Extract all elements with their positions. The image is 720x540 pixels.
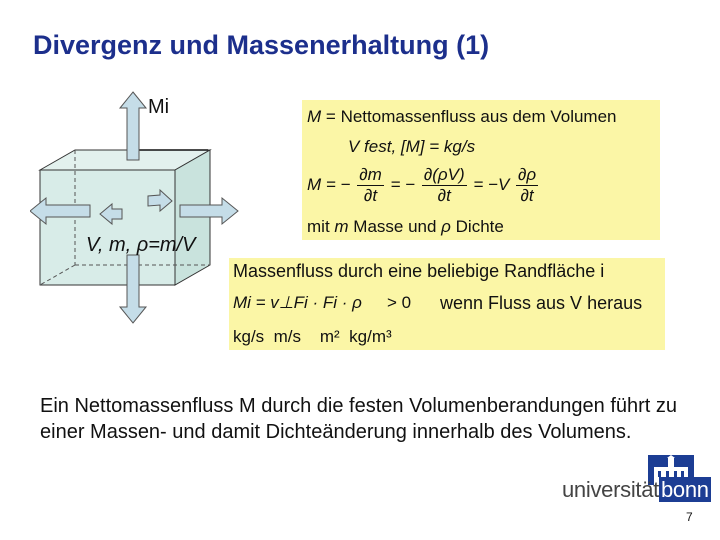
logo-text-bonn: bonn bbox=[660, 477, 709, 502]
box2-line1: Massenfluss durch eine beliebige Randfläche i bbox=[233, 261, 605, 281]
line4-mid: Masse und bbox=[348, 217, 442, 236]
line4-pre: mit bbox=[307, 217, 335, 236]
frac1-num: ∂m bbox=[359, 165, 382, 184]
formula-lhs: M = − bbox=[307, 174, 351, 194]
box2-formula: Mi = v⊥Fi · Fi · ρ bbox=[233, 293, 362, 312]
box1-line1-eq: = bbox=[325, 107, 336, 126]
box2-compare: > 0 bbox=[387, 293, 412, 312]
fraction-dm-dt bbox=[357, 165, 384, 206]
logo-text-universitat: universität bbox=[562, 477, 659, 502]
box1-line1 bbox=[307, 107, 617, 127]
frac1-den: ∂t bbox=[363, 186, 378, 205]
box2-condition: wenn Fluss aus V heraus bbox=[440, 293, 643, 313]
fraction-drho-dt bbox=[516, 165, 538, 206]
box1-line1-text: Nettomassenfluss aus dem Volumen bbox=[340, 107, 617, 126]
body-paragraph: Ein Nettomassenfluss M durch die festen Volumenberandungen führt zu einer Massen- und damit Dichteänderung innerhalb des Volumens. bbox=[40, 395, 678, 443]
cube-diagram bbox=[30, 90, 240, 330]
formula-mid1: = − bbox=[390, 174, 416, 194]
box1-line4 bbox=[307, 217, 504, 237]
frac3-den: ∂t bbox=[520, 186, 534, 205]
box2-units: kg/s m/s m² kg/m³ bbox=[233, 327, 392, 346]
line4-m: m bbox=[334, 217, 349, 236]
frac2-den: ∂t bbox=[437, 186, 451, 205]
frac2-num: ∂(ρV) bbox=[423, 165, 465, 184]
university-logo bbox=[562, 477, 711, 503]
fraction-drhoV-dt bbox=[422, 165, 467, 206]
formula-mid2: = −V bbox=[473, 174, 510, 194]
cube-front-face bbox=[40, 170, 175, 285]
frac3-num: ∂ρ bbox=[518, 165, 537, 184]
slide-title: Divergenz und Massenerhaltung (1) bbox=[33, 30, 490, 60]
line4-rho: ρ bbox=[441, 217, 451, 236]
box1-formula bbox=[307, 165, 540, 206]
volume-label: V, m, ρ=m/V bbox=[86, 234, 196, 256]
line4-post: Dichte bbox=[450, 217, 504, 236]
box1-line1-sym: M bbox=[307, 107, 322, 126]
page-number: 7 bbox=[686, 510, 693, 524]
box1-line2: V fest, [M] = kg/s bbox=[348, 137, 476, 156]
flux-label: Mi bbox=[148, 96, 170, 118]
